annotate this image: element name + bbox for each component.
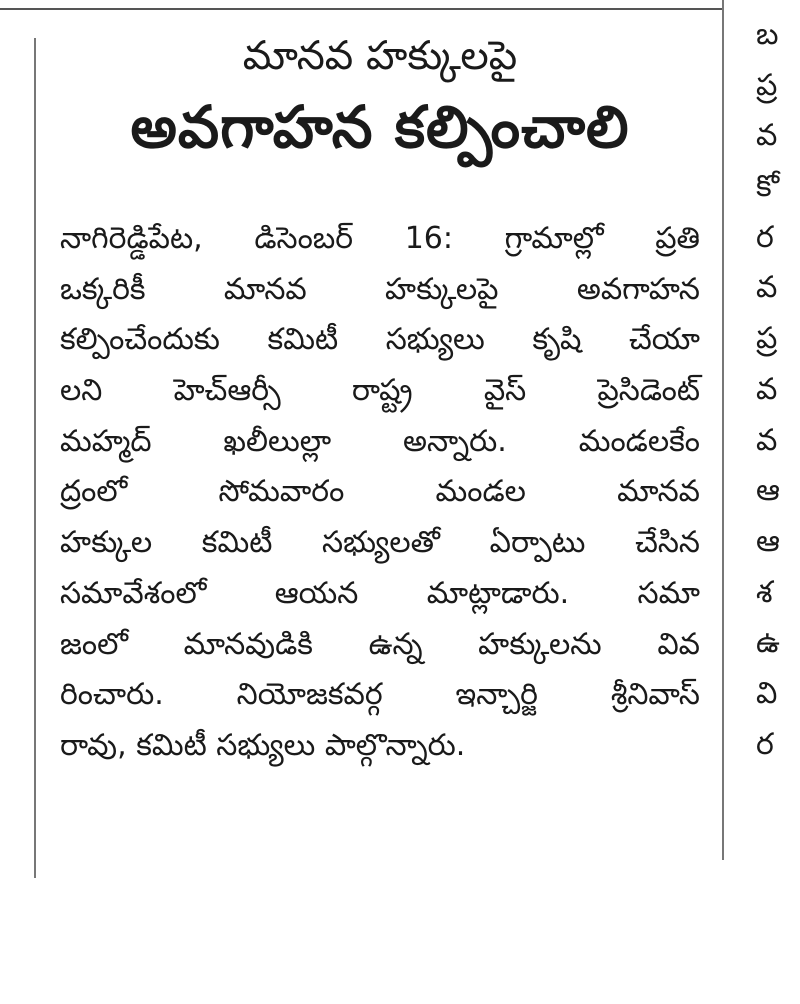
- adjacent-fragment: శ: [756, 574, 773, 610]
- right-column-rule: [722, 0, 724, 860]
- body-line: రావు, కమిటీ సభ్యులు పాల్గొన్నారు.: [60, 727, 466, 763]
- adjacent-fragment: ఆ: [756, 523, 780, 559]
- article-kicker: మానవ హక్కులపై: [242, 33, 518, 79]
- body-line: రించారు. నియోజకవర్గ ఇన్చార్జి శ్రీనివాస్: [60, 677, 700, 713]
- adjacent-fragment: వ: [756, 118, 778, 154]
- adjacent-fragment: వ: [756, 371, 778, 407]
- article-headline: అవగాహన కల్పించాలి: [130, 93, 630, 161]
- adjacent-fragment: వ: [756, 270, 778, 306]
- body-line: ద్రంలో సోమవారం మండల మానవ: [60, 474, 700, 510]
- body-line: లని హెచ్ఆర్సీ రాష్ట్ర వైస్ ప్రెసిడెంట్: [60, 373, 700, 409]
- adjacent-fragment: వ: [756, 422, 778, 458]
- body-line: ఒక్కరికీ మానవ హక్కులపై అవగాహన: [60, 271, 700, 307]
- body-line: కల్పించేందుకు కమిటీ సభ్యులు కృషి చేయా: [60, 322, 700, 358]
- adjacent-fragment: ర: [756, 219, 774, 255]
- news-article: [60, 30, 700, 772]
- body-line: హక్కుల కమిటీ సభ్యులతో ఏర్పాటు చేసిన: [60, 525, 700, 561]
- adjacent-fragment: వి: [756, 675, 778, 711]
- top-rule: [0, 8, 722, 10]
- left-column-rule: [34, 38, 36, 878]
- body-line: సమావేశంలో ఆయన మాట్లాడారు. సమా: [60, 575, 700, 611]
- body-line: జంలో మానవుడికి ఉన్న హక్కులను వివ: [60, 626, 700, 662]
- adjacent-fragment: ఆ: [756, 473, 780, 509]
- adjacent-fragment: ప్ర: [756, 321, 778, 357]
- adjacent-fragment: ప్ర: [756, 67, 778, 103]
- adjacent-fragment: కో: [756, 169, 780, 205]
- adjacent-fragment: ర: [756, 726, 774, 762]
- adjacent-article-column: [756, 0, 800, 860]
- body-line: నాగిరెడ్డిపేట, డిసెంబర్ 16: గ్రామాల్లో ప్రతి: [60, 221, 700, 256]
- article-body: [60, 214, 700, 772]
- adjacent-fragment: బ: [756, 17, 779, 52]
- adjacent-fragment: ఉ: [756, 625, 780, 661]
- body-line: మహ్మద్ ఖలీలుల్లా అన్నారు. మండలకేం: [60, 423, 700, 459]
